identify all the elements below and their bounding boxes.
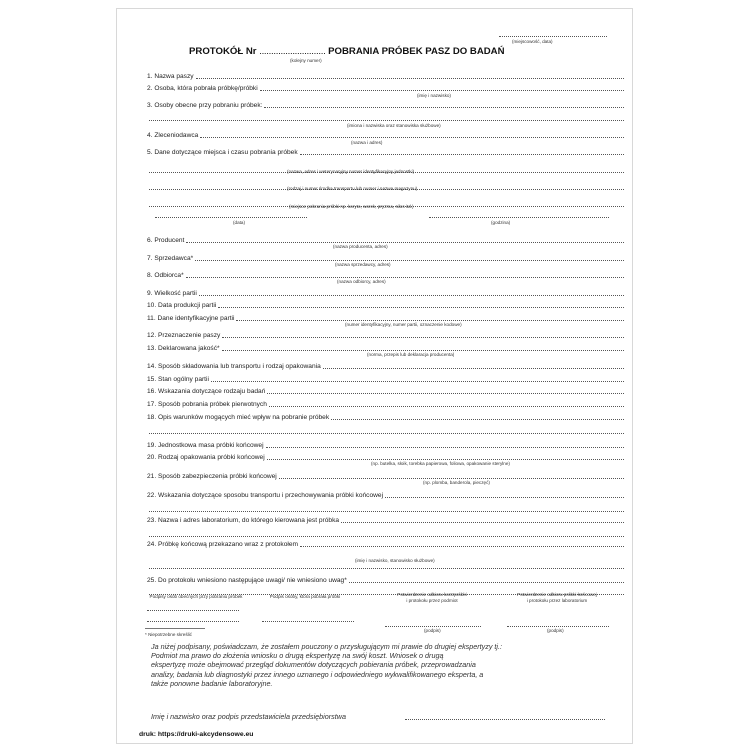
sig-lab-podpis: (podpis): [547, 628, 564, 633]
field-conditions-cont[interactable]: [147, 424, 624, 436]
caption-time: (godzina): [491, 220, 511, 225]
field-label: 2. Osoba, która pobrała próbkę/próbki: [147, 85, 258, 92]
field-unit-mass[interactable]: [147, 438, 624, 450]
fill-line[interactable]: [149, 511, 624, 512]
field-label: 23. Nazwa i adres laboratorium, do którego kierowana jest próbka: [147, 517, 340, 524]
caption-date: (data): [233, 220, 246, 225]
caption-transport: (rodzaj i numer środka transportu lub numer i nazwa magazynu): [287, 186, 418, 191]
field-label: 19. Jednostkowa masa próbki końcowej: [147, 442, 264, 449]
caption-seller: (nazwa sprzedawcy, adres): [335, 262, 391, 267]
field-label: 6. Producent: [147, 237, 185, 244]
field-label: 4. Zleceniodawca: [147, 132, 199, 139]
place-date-caption: (miejscowość, data): [512, 39, 553, 44]
fill-line[interactable]: [186, 277, 624, 278]
field-place-time[interactable]: [147, 145, 624, 157]
field-storage[interactable]: [147, 359, 624, 371]
field-attendees[interactable]: [147, 98, 624, 110]
statement-line: także ponowne badanie laboratoryjne.: [151, 678, 273, 688]
field-laboratory[interactable]: [147, 513, 624, 525]
caption-standard: (norma, przepis lub deklaracja producenta): [367, 352, 455, 357]
sig-caption-entity-l1: Potwierdzenie odbioru kontrpróbki: [397, 592, 467, 597]
field-test-type[interactable]: [147, 384, 624, 396]
fill-line[interactable]: [260, 90, 624, 91]
sig-line-attendees-2[interactable]: [147, 621, 239, 622]
field-lot-condition[interactable]: [147, 372, 624, 384]
caption-lot-id: (numer identyfikacyjny, numer partii, oznaczenie kodowe): [345, 322, 462, 327]
fill-line[interactable]: [199, 295, 624, 296]
fill-line[interactable]: [264, 107, 624, 108]
caption-sealing: (np. plomba, banderola, pieczęć): [423, 480, 490, 485]
fill-line[interactable]: [279, 478, 624, 479]
caption-sampling-place: (miejsce pobrania próbki np. koryto, worek, pryzma, silos itd.): [289, 204, 414, 209]
field-purpose[interactable]: [147, 328, 624, 340]
form-title: [189, 46, 505, 57]
field-label: 24. Próbkę końcową przekazano wraz z protokołem: [147, 541, 298, 548]
field-label: 8. Odbiorca*: [147, 272, 184, 279]
field-feed-name[interactable]: [147, 69, 624, 81]
protocol-number-field[interactable]: ............................: [259, 46, 326, 57]
fill-line[interactable]: [236, 320, 624, 321]
caption-unit-id: (nazwa, adres i weterynaryjny numer identyfikacyjny jednostki): [287, 169, 415, 174]
statement-line: analizy, badania lub diagnostyki przez innego uznanego i odpowiedniego wykwalifikowanego eksperta, a: [151, 669, 484, 679]
field-attendees-cont[interactable]: [147, 111, 624, 123]
field-label: 16. Wskazania dotyczące rodzaju badań: [147, 388, 266, 395]
fill-line[interactable]: [331, 419, 624, 420]
field-sealing[interactable]: [147, 469, 624, 481]
field-label: 13. Deklarowana jakość*: [147, 345, 220, 352]
field-label: 21. Sposób zabezpieczenia próbki końcowej: [147, 473, 277, 480]
fill-line[interactable]: [222, 350, 624, 351]
sig-line-lab[interactable]: [507, 626, 609, 627]
caption-names-positions: (imiona i nazwiska oraz stanowiska służbowe): [347, 123, 441, 128]
sig-caption-lab-l2: i protokołu przez laboratorium: [526, 597, 588, 603]
sig-caption-entity: [377, 592, 487, 603]
caption-recipient: (nazwa odbiorcy, adres): [337, 279, 386, 284]
sig-line-sampler[interactable]: [262, 621, 354, 622]
place-date-line[interactable]: [499, 36, 607, 37]
field-label: 17. Sposób pobrania próbek pierwotnych: [147, 401, 267, 408]
field-label: 22. Wskazania dotyczące sposobu transportu i przechowywania próbki końcowej: [147, 492, 384, 499]
sig-caption-lab: [499, 592, 615, 603]
caption-packaging: (np. butelka, słoik, torebka papierowa, foliowa, opakowanie sterylne): [371, 461, 510, 466]
field-label: 18. Opis warunków mogących mieć wpływ na pobranie próbek: [147, 414, 330, 421]
representative-signature-line[interactable]: [405, 719, 605, 720]
fill-line[interactable]: [300, 154, 624, 155]
representative-signature-label: Imię i nazwisko oraz podpis przedstawiciela przedsiębiorstwa: [151, 712, 346, 721]
time-line[interactable]: [429, 217, 609, 218]
fill-line[interactable]: [385, 497, 624, 498]
field-label: 5. Dane dotyczące miejsca i czasu pobrania próbek: [147, 149, 298, 156]
sig-entity-podpis: (podpis): [424, 628, 441, 633]
form-sheet: [116, 8, 633, 744]
field-lot-size[interactable]: [147, 286, 624, 298]
sig-caption-attendees: Podpisy osób obecnych przy pobraniu próbek: [149, 594, 243, 599]
field-transport[interactable]: [147, 488, 624, 500]
printer-credit: druk: https://druki-akcydensowe.eu: [139, 731, 254, 738]
field-production-date[interactable]: [147, 298, 624, 310]
field-label: 3. Osoby obecne przy pobraniu próbek:: [147, 102, 263, 109]
caption-handover: (imię i nazwisko, stanowisko służbowe): [355, 558, 435, 563]
date-line[interactable]: [155, 217, 307, 218]
title-main: POBRANIA PRÓBEK PASZ DO BADAŃ: [328, 46, 505, 57]
fill-line[interactable]: [266, 447, 624, 448]
field-primary-sampling[interactable]: [147, 397, 624, 409]
field-label: 15. Stan ogólny partii: [147, 376, 209, 383]
statement-line: Ja niżej podpisany, poświadczam, że zostałem pouczony o przysługującym mi prawie do drugiej ekspertyzy tj.:: [151, 642, 503, 651]
sig-caption-sampler: Podpis osoby, która pobrała próbki: [269, 594, 341, 599]
caption-producer: (nazwa producenta, adres): [333, 244, 388, 249]
fill-line[interactable]: [269, 406, 624, 407]
field-label: 1. Nazwa paszy: [147, 73, 194, 80]
fill-line[interactable]: [149, 568, 624, 569]
field-label: 14. Sposób składowania lub transportu i rodzaj opakowania: [147, 363, 321, 370]
fill-line[interactable]: [341, 522, 624, 523]
fill-line[interactable]: [218, 307, 624, 308]
field-label: 25. Do protokołu wniesiono następujące uwagi/ nie wniesiono uwag*: [147, 577, 347, 584]
field-label: 11. Dane identyfikacyjne partii: [147, 315, 235, 322]
fill-line[interactable]: [196, 78, 624, 79]
sig-line-entity[interactable]: [385, 626, 481, 627]
fill-line[interactable]: [300, 546, 624, 547]
field-label: 10. Data produkcji partii: [147, 302, 217, 309]
fill-line[interactable]: [267, 459, 624, 460]
footnote: * Niepotrzebne skreślić: [145, 632, 192, 637]
footnote-rule: [145, 628, 205, 629]
sig-line-attendees-1[interactable]: [147, 610, 239, 611]
field-client[interactable]: [147, 128, 624, 140]
fill-line[interactable]: [186, 242, 624, 243]
fill-line[interactable]: [349, 582, 624, 583]
sig-caption-lab-l1: Potwierdzenie odbioru próbki końcowej: [517, 592, 597, 597]
fill-line[interactable]: [211, 381, 624, 382]
statement-line: Podmiot ma prawo do złożenia wniosku o drugą ekspertyzę na swój koszt. Wniosek o drugą: [151, 651, 444, 661]
field-label: 7. Sprzedawca*: [147, 255, 194, 262]
field-sampler[interactable]: [147, 81, 624, 93]
field-label: 12. Przeznaczenie paszy: [147, 332, 221, 339]
field-label: 20. Rodzaj opakowania próbki końcowej: [147, 454, 265, 461]
caption-name-address: (nazwa i adres): [351, 140, 383, 145]
field-handover[interactable]: [147, 537, 624, 549]
fill-line[interactable]: [200, 137, 624, 138]
statement-line: ekspertyzę może obejmować przegląd dokumentów dotyczących pobierania próbek, przeprowadzania: [151, 660, 476, 670]
title-protocol-no: PROTOKÓŁ Nr: [189, 46, 257, 57]
field-label: 9. Wielkość partii: [147, 290, 197, 297]
field-conditions[interactable]: [147, 410, 624, 422]
fill-line[interactable]: [323, 368, 624, 369]
statement: [151, 642, 601, 688]
field-remarks[interactable]: [147, 573, 624, 585]
fill-line[interactable]: [149, 120, 624, 121]
fill-line[interactable]: [195, 260, 624, 261]
protocol-number-caption: (kolejny numer): [290, 58, 322, 63]
fill-line[interactable]: [149, 433, 624, 434]
sig-caption-entity-l2: i protokołu przez podmiot: [406, 597, 458, 603]
fill-line[interactable]: [222, 337, 624, 338]
fill-line[interactable]: [267, 393, 624, 394]
caption-name: (imię i nazwisko): [417, 93, 451, 98]
